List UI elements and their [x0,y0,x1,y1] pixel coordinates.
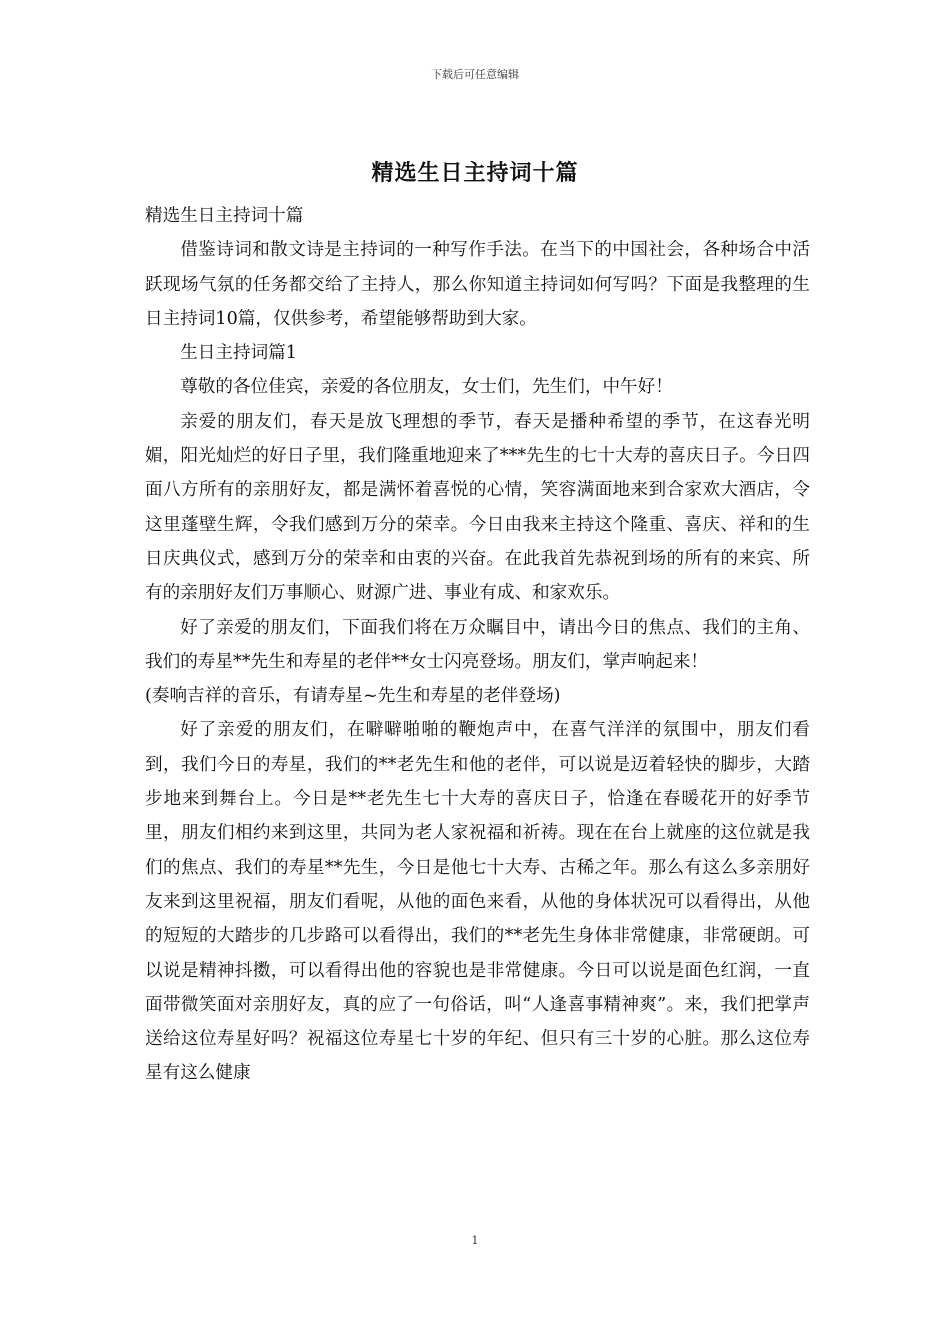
document-body [145,199,810,1091]
stage-direction: (奏响吉祥的音乐，有请寿星~先生和寿星的老伴登场) [145,686,561,707]
section-heading: 生日主持词篇1 [180,343,297,364]
subtitle-paragraph: 精选生日主持词十篇 [145,206,304,226]
page-number: 1 [471,1234,479,1247]
greeting-paragraph: 尊敬的各位佳宾，亲爱的各位朋友，女士们，先生们，中午好！ [180,377,673,398]
intro-paragraph: 借鉴诗词和散文诗是主持词的一种写作手法。在当下的中国社会，各种场合中活跃现场气氛的任务都交给了主持人，那么你知道主持词如何写吗？下面是我整理的生日主持词10篇，仅供参考，希望能够帮助到大家。 [145,240,810,329]
page-header: 下载后可任意编辑 [431,68,519,81]
body-paragraph: 好了亲爱的朋友们，在噼噼啪啪的鞭炮声中，在喜气洋洋的氛围中，朋友们看到，我们今日的寿星，我们的**老先生和他的老伴，可以说是迈着轻快的脚步，大踏步地来到舞台上。今日是**老先生七十大寿的喜庆日子，恰逢在春暖花开的好季节里，朋友们相约来到这里，共同为老人家祝福和祈祷。现在在台上就座的这位就是我们的焦点、我们的寿星**先生，今日是他七十大寿、古稀之年。那么有这么多亲朋好友来到这里祝福，朋友们看呢，从他的面色来看，从他的身体状况可以看得出，从他的短短的大踏步的几步路可以看得出，我们的**老先生身体非常健康，非常硬朗。可以说是精神抖擞，可以看得出他的容貌也是非常健康。今日可以说是面色红润，一直面带微笑面对亲朋好友，真的应了一句俗话，叫“人逢喜事精神爽”。来，我们把掌声送给这位寿星好吗？祝福这位寿星七十岁的年纪、但只有三十岁的心脏。那么这位寿星有这么健康 [145,720,810,1084]
body-paragraph: 亲爱的朋友们，春天是放飞理想的季节，春天是播种希望的季节，在这春光明媚，阳光灿烂的好日子里，我们隆重地迎来了***先生的七十大寿的喜庆日子。今日四面八方所有的亲朋好友，都是满怀着喜悦的心情，笑容满面地来到合家欢大酒店，令这里蓬壁生辉，令我们感到万分的荣幸。今日由我来主持这个隆重、喜庆、祥和的生日庆典仪式，感到万分的荣幸和由衷的兴奋。在此我首先恭祝到场的所有的来宾、所有的亲朋好友们万事顺心、财源广进、事业有成、和家欢乐。 [145,411,810,604]
document-title: 精选生日主持词十篇 [371,161,579,186]
body-paragraph: 好了亲爱的朋友们，下面我们将在万众瞩目中，请出今日的焦点、我们的主角、我们的寿星**先生和寿星的老伴**女士闪亮登场。朋友们，掌声响起来！ [145,617,810,672]
